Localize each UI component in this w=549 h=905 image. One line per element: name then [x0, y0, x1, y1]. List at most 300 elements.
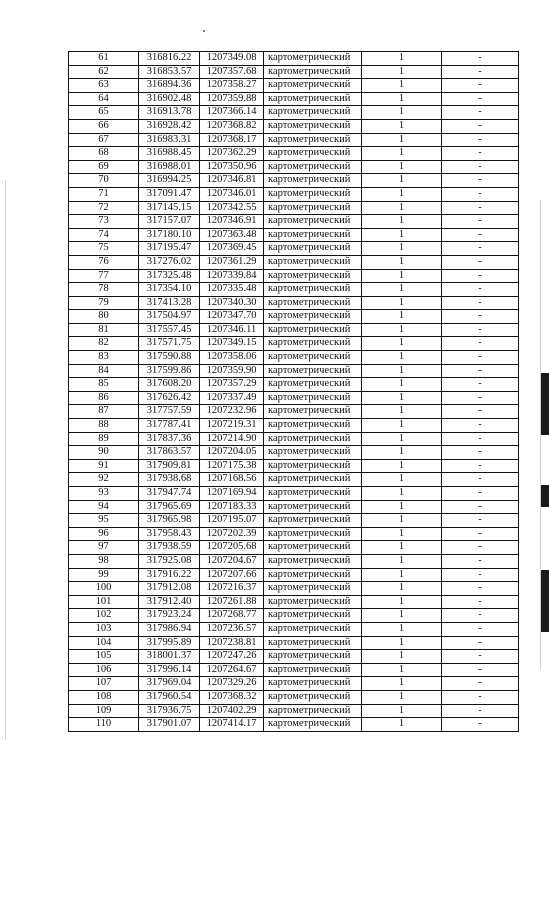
table-row [69, 718, 519, 732]
note-cell: - [442, 622, 519, 636]
note-cell: - [442, 337, 519, 351]
note-cell: - [442, 147, 519, 161]
method-cell: картометрический [264, 690, 362, 704]
note-cell: - [442, 663, 519, 677]
point-number-cell: 95 [69, 514, 139, 528]
x-coordinate-cell: 317504.97 [139, 310, 200, 324]
y-coordinate-cell: 1207346.01 [200, 187, 264, 201]
x-coordinate-cell: 317923.24 [139, 609, 200, 623]
y-coordinate-cell: 1207368.32 [200, 690, 264, 704]
accuracy-cell: 1 [362, 432, 442, 446]
note-cell: - [442, 541, 519, 555]
x-coordinate-cell: 317325.48 [139, 269, 200, 283]
method-cell: картометрический [264, 405, 362, 419]
y-coordinate-cell: 1207339.84 [200, 269, 264, 283]
y-coordinate-cell: 1207207.66 [200, 568, 264, 582]
y-coordinate-cell: 1207236.57 [200, 622, 264, 636]
table-row [69, 473, 519, 487]
table-row [69, 636, 519, 650]
point-number-cell: 105 [69, 650, 139, 664]
method-cell: картометрический [264, 119, 362, 133]
x-coordinate-cell: 317995.89 [139, 636, 200, 650]
x-coordinate-cell: 317960.54 [139, 690, 200, 704]
note-cell: - [442, 242, 519, 256]
point-number-cell: 68 [69, 147, 139, 161]
point-number-cell: 96 [69, 527, 139, 541]
x-coordinate-cell: 317145.15 [139, 201, 200, 215]
note-cell: - [442, 677, 519, 691]
accuracy-cell: 1 [362, 364, 442, 378]
table-row [69, 92, 519, 106]
point-number-cell: 94 [69, 500, 139, 514]
coordinates-table [68, 51, 519, 732]
method-cell: картометрический [264, 160, 362, 174]
note-cell: - [442, 310, 519, 324]
x-coordinate-cell: 316913.78 [139, 106, 200, 120]
point-number-cell: 83 [69, 351, 139, 365]
method-cell: картометрический [264, 378, 362, 392]
accuracy-cell: 1 [362, 201, 442, 215]
point-number-cell: 108 [69, 690, 139, 704]
accuracy-cell: 1 [362, 677, 442, 691]
x-coordinate-cell: 317091.47 [139, 187, 200, 201]
y-coordinate-cell: 1207202.39 [200, 527, 264, 541]
table-row [69, 364, 519, 378]
method-cell: картометрический [264, 269, 362, 283]
x-coordinate-cell: 317863.57 [139, 446, 200, 460]
accuracy-cell: 1 [362, 541, 442, 555]
y-coordinate-cell: 1207342.55 [200, 201, 264, 215]
method-cell: картометрический [264, 473, 362, 487]
y-coordinate-cell: 1207358.06 [200, 351, 264, 365]
x-coordinate-cell: 317986.94 [139, 622, 200, 636]
table-row [69, 622, 519, 636]
point-number-cell: 97 [69, 541, 139, 555]
y-coordinate-cell: 1207402.29 [200, 704, 264, 718]
table-row [69, 432, 519, 446]
point-number-cell: 81 [69, 323, 139, 337]
y-coordinate-cell: 1207232.96 [200, 405, 264, 419]
y-coordinate-cell: 1207247.26 [200, 650, 264, 664]
method-cell: картометрический [264, 65, 362, 79]
y-coordinate-cell: 1207337.49 [200, 391, 264, 405]
x-coordinate-cell: 317958.43 [139, 527, 200, 541]
note-cell: - [442, 405, 519, 419]
table-row [69, 228, 519, 242]
accuracy-cell: 1 [362, 690, 442, 704]
x-coordinate-cell: 317936.75 [139, 704, 200, 718]
table-row [69, 187, 519, 201]
x-coordinate-cell: 317837.36 [139, 432, 200, 446]
point-number-cell: 101 [69, 595, 139, 609]
x-coordinate-cell: 317599.86 [139, 364, 200, 378]
accuracy-cell: 1 [362, 473, 442, 487]
table-row [69, 527, 519, 541]
note-cell: - [442, 500, 519, 514]
y-coordinate-cell: 1207346.91 [200, 215, 264, 229]
method-cell: картометрический [264, 446, 362, 460]
note-cell: - [442, 650, 519, 664]
accuracy-cell: 1 [362, 514, 442, 528]
accuracy-cell: 1 [362, 160, 442, 174]
scan-margin-line [5, 180, 6, 740]
x-coordinate-cell: 317157.07 [139, 215, 200, 229]
accuracy-cell: 1 [362, 79, 442, 93]
accuracy-cell: 1 [362, 65, 442, 79]
y-coordinate-cell: 1207368.17 [200, 133, 264, 147]
point-number-cell: 85 [69, 378, 139, 392]
note-cell: - [442, 446, 519, 460]
note-cell: - [442, 364, 519, 378]
x-coordinate-cell: 317195.47 [139, 242, 200, 256]
y-coordinate-cell: 1207346.11 [200, 323, 264, 337]
method-cell: картометрический [264, 432, 362, 446]
x-coordinate-cell: 317965.98 [139, 514, 200, 528]
accuracy-cell: 1 [362, 310, 442, 324]
x-coordinate-cell: 318001.37 [139, 650, 200, 664]
point-number-cell: 78 [69, 283, 139, 297]
note-cell: - [442, 215, 519, 229]
table-row [69, 147, 519, 161]
accuracy-cell: 1 [362, 255, 442, 269]
point-number-cell: 93 [69, 487, 139, 501]
method-cell: картометрический [264, 609, 362, 623]
accuracy-cell: 1 [362, 595, 442, 609]
x-coordinate-cell: 316894.36 [139, 79, 200, 93]
accuracy-cell: 1 [362, 323, 442, 337]
point-number-cell: 66 [69, 119, 139, 133]
method-cell: картометрический [264, 133, 362, 147]
y-coordinate-cell: 1207205.68 [200, 541, 264, 555]
y-coordinate-cell: 1207347.70 [200, 310, 264, 324]
accuracy-cell: 1 [362, 718, 442, 732]
point-number-cell: 64 [69, 92, 139, 106]
table-row [69, 242, 519, 256]
method-cell: картометрический [264, 283, 362, 297]
note-cell: - [442, 432, 519, 446]
method-cell: картометрический [264, 568, 362, 582]
point-number-cell: 61 [69, 52, 139, 66]
method-cell: картометрический [264, 622, 362, 636]
point-number-cell: 76 [69, 255, 139, 269]
x-coordinate-cell: 317916.22 [139, 568, 200, 582]
accuracy-cell: 1 [362, 704, 442, 718]
y-coordinate-cell: 1207204.05 [200, 446, 264, 460]
method-cell: картометрический [264, 106, 362, 120]
table-row [69, 65, 519, 79]
method-cell: картометрический [264, 147, 362, 161]
x-coordinate-cell: 317909.81 [139, 459, 200, 473]
table-row [69, 269, 519, 283]
x-coordinate-cell: 316928.42 [139, 119, 200, 133]
y-coordinate-cell: 1207168.56 [200, 473, 264, 487]
point-number-cell: 106 [69, 663, 139, 677]
table-row [69, 79, 519, 93]
method-cell: картометрический [264, 650, 362, 664]
method-cell: картометрический [264, 718, 362, 732]
table-row [69, 296, 519, 310]
method-cell: картометрический [264, 636, 362, 650]
note-cell: - [442, 487, 519, 501]
x-coordinate-cell: 317947.74 [139, 487, 200, 501]
point-number-cell: 107 [69, 677, 139, 691]
method-cell: картометрический [264, 419, 362, 433]
method-cell: картометрический [264, 364, 362, 378]
table-row [69, 215, 519, 229]
y-coordinate-cell: 1207359.90 [200, 364, 264, 378]
y-coordinate-cell: 1207268.77 [200, 609, 264, 623]
x-coordinate-cell: 317901.07 [139, 718, 200, 732]
y-coordinate-cell: 1207414.17 [200, 718, 264, 732]
table-row [69, 704, 519, 718]
table-row [69, 405, 519, 419]
method-cell: картометрический [264, 541, 362, 555]
y-coordinate-cell: 1207359.88 [200, 92, 264, 106]
y-coordinate-cell: 1207369.45 [200, 242, 264, 256]
method-cell: картометрический [264, 215, 362, 229]
note-cell: - [442, 269, 519, 283]
point-number-cell: 89 [69, 432, 139, 446]
x-coordinate-cell: 316853.57 [139, 65, 200, 79]
method-cell: картометрический [264, 255, 362, 269]
table-row [69, 500, 519, 514]
note-cell: - [442, 79, 519, 93]
method-cell: картометрический [264, 174, 362, 188]
x-coordinate-cell: 317912.08 [139, 582, 200, 596]
note-cell: - [442, 595, 519, 609]
method-cell: картометрический [264, 487, 362, 501]
table-row [69, 554, 519, 568]
note-cell: - [442, 52, 519, 66]
accuracy-cell: 1 [362, 283, 442, 297]
note-cell: - [442, 228, 519, 242]
point-number-cell: 91 [69, 459, 139, 473]
point-number-cell: 67 [69, 133, 139, 147]
note-cell: - [442, 473, 519, 487]
note-cell: - [442, 65, 519, 79]
method-cell: картометрический [264, 92, 362, 106]
accuracy-cell: 1 [362, 106, 442, 120]
x-coordinate-cell: 317626.42 [139, 391, 200, 405]
method-cell: картометрический [264, 201, 362, 215]
table-row [69, 487, 519, 501]
table-row [69, 119, 519, 133]
note-cell: - [442, 283, 519, 297]
y-coordinate-cell: 1207366.14 [200, 106, 264, 120]
accuracy-cell: 1 [362, 378, 442, 392]
y-coordinate-cell: 1207214.90 [200, 432, 264, 446]
accuracy-cell: 1 [362, 622, 442, 636]
point-number-cell: 75 [69, 242, 139, 256]
accuracy-cell: 1 [362, 500, 442, 514]
accuracy-cell: 1 [362, 242, 442, 256]
method-cell: картометрический [264, 391, 362, 405]
table-row [69, 446, 519, 460]
accuracy-cell: 1 [362, 405, 442, 419]
x-coordinate-cell: 317413.28 [139, 296, 200, 310]
note-cell: - [442, 568, 519, 582]
accuracy-cell: 1 [362, 487, 442, 501]
note-cell: - [442, 133, 519, 147]
table-row [69, 378, 519, 392]
table-row [69, 514, 519, 528]
y-coordinate-cell: 1207363.48 [200, 228, 264, 242]
point-number-cell: 90 [69, 446, 139, 460]
accuracy-cell: 1 [362, 419, 442, 433]
table-row [69, 160, 519, 174]
point-number-cell: 103 [69, 622, 139, 636]
accuracy-cell: 1 [362, 582, 442, 596]
y-coordinate-cell: 1207175.38 [200, 459, 264, 473]
point-number-cell: 92 [69, 473, 139, 487]
y-coordinate-cell: 1207368.82 [200, 119, 264, 133]
accuracy-cell: 1 [362, 650, 442, 664]
note-cell: - [442, 459, 519, 473]
table-row [69, 568, 519, 582]
accuracy-cell: 1 [362, 92, 442, 106]
method-cell: картометрический [264, 351, 362, 365]
note-cell: - [442, 378, 519, 392]
y-coordinate-cell: 1207204.67 [200, 554, 264, 568]
note-cell: - [442, 690, 519, 704]
accuracy-cell: 1 [362, 174, 442, 188]
accuracy-cell: 1 [362, 527, 442, 541]
method-cell: картометрический [264, 554, 362, 568]
note-cell: - [442, 554, 519, 568]
note-cell: - [442, 609, 519, 623]
scan-edge-mark [541, 485, 549, 507]
accuracy-cell: 1 [362, 337, 442, 351]
y-coordinate-cell: 1207357.68 [200, 65, 264, 79]
x-coordinate-cell: 317938.68 [139, 473, 200, 487]
method-cell: картометрический [264, 296, 362, 310]
point-number-cell: 110 [69, 718, 139, 732]
accuracy-cell: 1 [362, 446, 442, 460]
point-number-cell: 63 [69, 79, 139, 93]
x-coordinate-cell: 317912.40 [139, 595, 200, 609]
y-coordinate-cell: 1207238.81 [200, 636, 264, 650]
accuracy-cell: 1 [362, 609, 442, 623]
y-coordinate-cell: 1207346.81 [200, 174, 264, 188]
note-cell: - [442, 160, 519, 174]
table-row [69, 201, 519, 215]
accuracy-cell: 1 [362, 391, 442, 405]
point-number-cell: 73 [69, 215, 139, 229]
x-coordinate-cell: 317590.88 [139, 351, 200, 365]
x-coordinate-cell: 317354.10 [139, 283, 200, 297]
x-coordinate-cell: 316988.01 [139, 160, 200, 174]
x-coordinate-cell: 316902.48 [139, 92, 200, 106]
note-cell: - [442, 119, 519, 133]
x-coordinate-cell: 317965.69 [139, 500, 200, 514]
point-number-cell: 99 [69, 568, 139, 582]
point-number-cell: 88 [69, 419, 139, 433]
note-cell: - [442, 514, 519, 528]
x-coordinate-cell: 316816.22 [139, 52, 200, 66]
accuracy-cell: 1 [362, 351, 442, 365]
x-coordinate-cell: 317938.59 [139, 541, 200, 555]
method-cell: картометрический [264, 52, 362, 66]
y-coordinate-cell: 1207219.31 [200, 419, 264, 433]
accuracy-cell: 1 [362, 269, 442, 283]
method-cell: картометрический [264, 187, 362, 201]
accuracy-cell: 1 [362, 459, 442, 473]
scan-edge-mark [541, 373, 549, 435]
table-row [69, 663, 519, 677]
y-coordinate-cell: 1207340.30 [200, 296, 264, 310]
x-coordinate-cell: 317276.02 [139, 255, 200, 269]
x-coordinate-cell: 317571.75 [139, 337, 200, 351]
note-cell: - [442, 582, 519, 596]
accuracy-cell: 1 [362, 215, 442, 229]
point-number-cell: 65 [69, 106, 139, 120]
y-coordinate-cell: 1207261.88 [200, 595, 264, 609]
accuracy-cell: 1 [362, 52, 442, 66]
point-number-cell: 80 [69, 310, 139, 324]
note-cell: - [442, 636, 519, 650]
y-coordinate-cell: 1207349.15 [200, 337, 264, 351]
y-coordinate-cell: 1207358.27 [200, 79, 264, 93]
table-row [69, 52, 519, 66]
table-row [69, 677, 519, 691]
y-coordinate-cell: 1207183.33 [200, 500, 264, 514]
table-row [69, 582, 519, 596]
point-number-cell: 84 [69, 364, 139, 378]
method-cell: картометрический [264, 704, 362, 718]
table-row [69, 541, 519, 555]
table-row [69, 255, 519, 269]
x-coordinate-cell: 317757.59 [139, 405, 200, 419]
x-coordinate-cell: 317787.41 [139, 419, 200, 433]
method-cell: картометрический [264, 527, 362, 541]
accuracy-cell: 1 [362, 663, 442, 677]
note-cell: - [442, 92, 519, 106]
x-coordinate-cell: 316983.31 [139, 133, 200, 147]
table-row [69, 609, 519, 623]
x-coordinate-cell: 317925.08 [139, 554, 200, 568]
note-cell: - [442, 106, 519, 120]
table-row [69, 133, 519, 147]
scan-edge-mark [541, 570, 549, 632]
x-coordinate-cell: 317180.10 [139, 228, 200, 242]
point-number-cell: 62 [69, 65, 139, 79]
point-number-cell: 72 [69, 201, 139, 215]
table-row [69, 391, 519, 405]
method-cell: картометрический [264, 514, 362, 528]
x-coordinate-cell: 317996.14 [139, 663, 200, 677]
table-row [69, 690, 519, 704]
method-cell: картометрический [264, 79, 362, 93]
x-coordinate-cell: 317969.04 [139, 677, 200, 691]
note-cell: - [442, 718, 519, 732]
method-cell: картометрический [264, 310, 362, 324]
table-row [69, 650, 519, 664]
y-coordinate-cell: 1207350.96 [200, 160, 264, 174]
point-number-cell: 100 [69, 582, 139, 596]
point-number-cell: 77 [69, 269, 139, 283]
y-coordinate-cell: 1207335.48 [200, 283, 264, 297]
point-number-cell: 102 [69, 609, 139, 623]
y-coordinate-cell: 1207216.37 [200, 582, 264, 596]
y-coordinate-cell: 1207349.08 [200, 52, 264, 66]
table-row [69, 595, 519, 609]
method-cell: картометрический [264, 500, 362, 514]
x-coordinate-cell: 317608.20 [139, 378, 200, 392]
point-number-cell: 109 [69, 704, 139, 718]
accuracy-cell: 1 [362, 568, 442, 582]
y-coordinate-cell: 1207329.26 [200, 677, 264, 691]
note-cell: - [442, 187, 519, 201]
